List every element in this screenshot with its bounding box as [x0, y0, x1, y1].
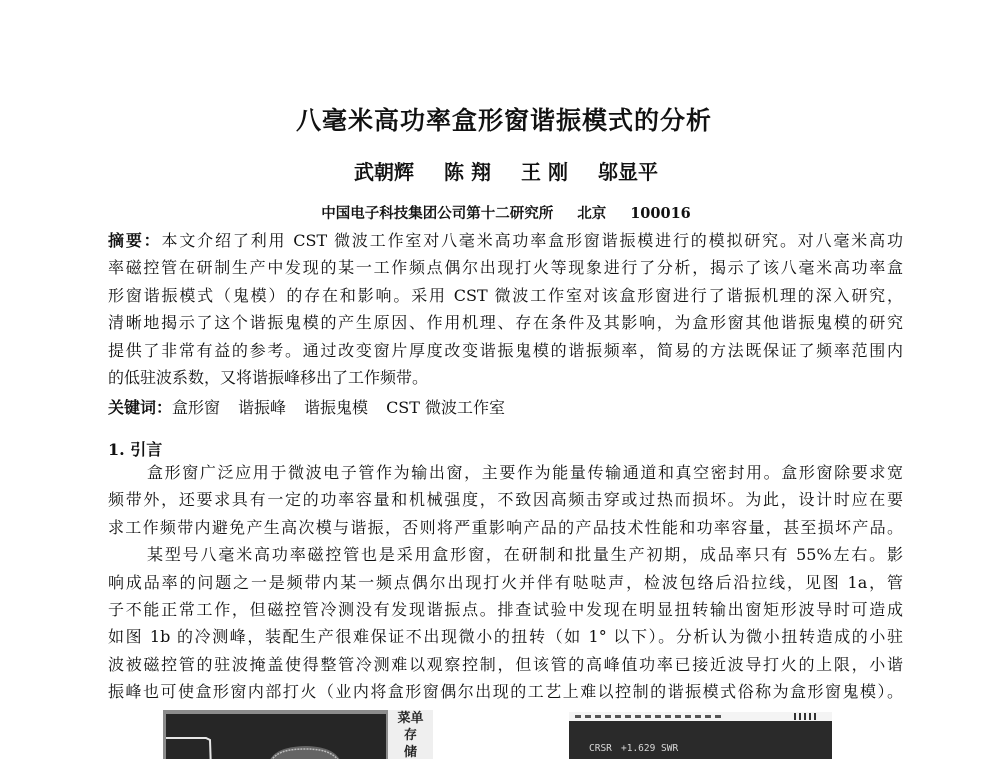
paper-title: 八毫米高功率盒形窗谐振模式的分析 [295, 106, 712, 135]
keywords [108, 394, 903, 421]
paragraph-line: 盒形窗广泛应用于微波电子管作为输出窗，主要作为能量传输通道和真空密封用。盒形窗除要求宽 [147, 463, 903, 482]
affiliation-postcode: 100016 [630, 205, 691, 222]
cursor-value: +1.629 SWR [621, 743, 679, 754]
abstract-line: 清晰地揭示了这个谐振鬼模的产生原因、作用机理、存在条件及其影响，为盒形窗其他谐振鬼模的研究 [108, 313, 903, 333]
author-name: 邬显平 [597, 160, 658, 184]
cursor-label: CRSR [589, 743, 612, 754]
paragraph-line: 如图 1b 的冷测峰，装配生产很难保证不出现微小的扭转（如 1° 以下）。分析认为微小扭转造成的小驻 [108, 627, 903, 647]
author-name: 王 刚 [521, 160, 568, 184]
abstract-line: 率磁控管在研制生产中发现的某一工作频点偶尔出现打火等现象进行了分析，揭示了该八毫米高功率盒 [108, 258, 903, 278]
paragraph [108, 541, 903, 705]
author-name: 武朝辉 [354, 160, 415, 184]
abstract-line [108, 227, 903, 254]
paragraph-line: 响成品率的问题之一是频带内某一频点偶尔出现打火并伴有哒哒声，检波包络后沿拉线，见图 1a，管 [108, 572, 903, 592]
paragraph-line: 求工作频带内避免产生高次模与谐振，否则将严重影响产品的产品技术性能和功率容量，甚至损坏产品。 [108, 517, 903, 537]
keyword: 谐振峰 [238, 398, 287, 417]
abstract-line: 形窗谐振模式（鬼模）的存在和影响。采用 CST 微波工作室对该盒形窗进行了谐振机理的深入研究， [108, 285, 903, 305]
affiliation [0, 203, 1000, 224]
paragraph [108, 459, 903, 541]
paragraph-line: 振峰也可使盒形窗内部打火（业内将盒形窗偶尔出现的工艺上难以控制的谐振模式俗称为盒形窗鬼模）。 [108, 682, 903, 702]
section-body [108, 459, 903, 706]
panel-label: 菜单 [397, 711, 424, 726]
affiliation-city: 北京 [577, 205, 607, 222]
abstract-label: 摘要： [108, 231, 162, 250]
oscilloscope-trace [166, 714, 386, 759]
scale-marks [794, 713, 816, 720]
paragraph-line: 某型号八毫米高功率磁控管也是采用盒形窗，在研制和批量生产初期，成品率只有 55%左右。影 [147, 545, 903, 565]
abstract-text: 本文介绍了利用 CST 微波工作室对八毫米高功率盒形窗谐振模进行的模拟研究。对八毫米高功 [161, 231, 903, 250]
figure-1b-image [569, 712, 832, 759]
author-name: 陈 翔 [444, 160, 491, 184]
paragraph-line: 波被磁控管的驻波掩盖使得整管冷测难以观察控制，但该管的高峰值功率已接近波导打火的上限，小谐 [108, 654, 903, 674]
panel-label: 存 [403, 728, 417, 743]
abstract-line: 提供了非常有益的参考。通过改变窗片厚度改变谐振鬼模的谐振频率，简易的方法既保证了频率范围内 [108, 340, 903, 360]
keywords-label: 关键词： [108, 398, 173, 417]
abstract [108, 227, 903, 391]
keyword: 盒形窗 [172, 398, 221, 417]
keyword: 谐振鬼模 [304, 398, 369, 417]
oscilloscope-screen [166, 714, 386, 759]
paragraph-line: 子不能正常工作，但磁控管冷测没有发现谐振点。排查试验中发现在明显扭转输出窗矩形波导时可造成 [108, 599, 903, 619]
keyword: CST 微波工作室 [386, 398, 506, 417]
affiliation-institute: 中国电子科技集团公司第十二研究所 [321, 205, 554, 222]
status-text-strip [575, 715, 725, 718]
section-heading: 1. 引言 [108, 440, 163, 459]
paragraph-line: 频带外，还要求具有一定的功率容量和机械强度，不致因高频击穿或过热而损坏。为此，设计时应在要 [108, 490, 903, 510]
figure-1a-image [163, 710, 433, 759]
panel-label: 储 [403, 745, 417, 759]
analyzer-top-bar [569, 712, 832, 721]
abstract-line: 的低驻波系数，又将谐振峰移出了工作频带。 [108, 367, 429, 387]
author-list [0, 157, 1000, 187]
oscilloscope-side-panel [388, 710, 433, 759]
